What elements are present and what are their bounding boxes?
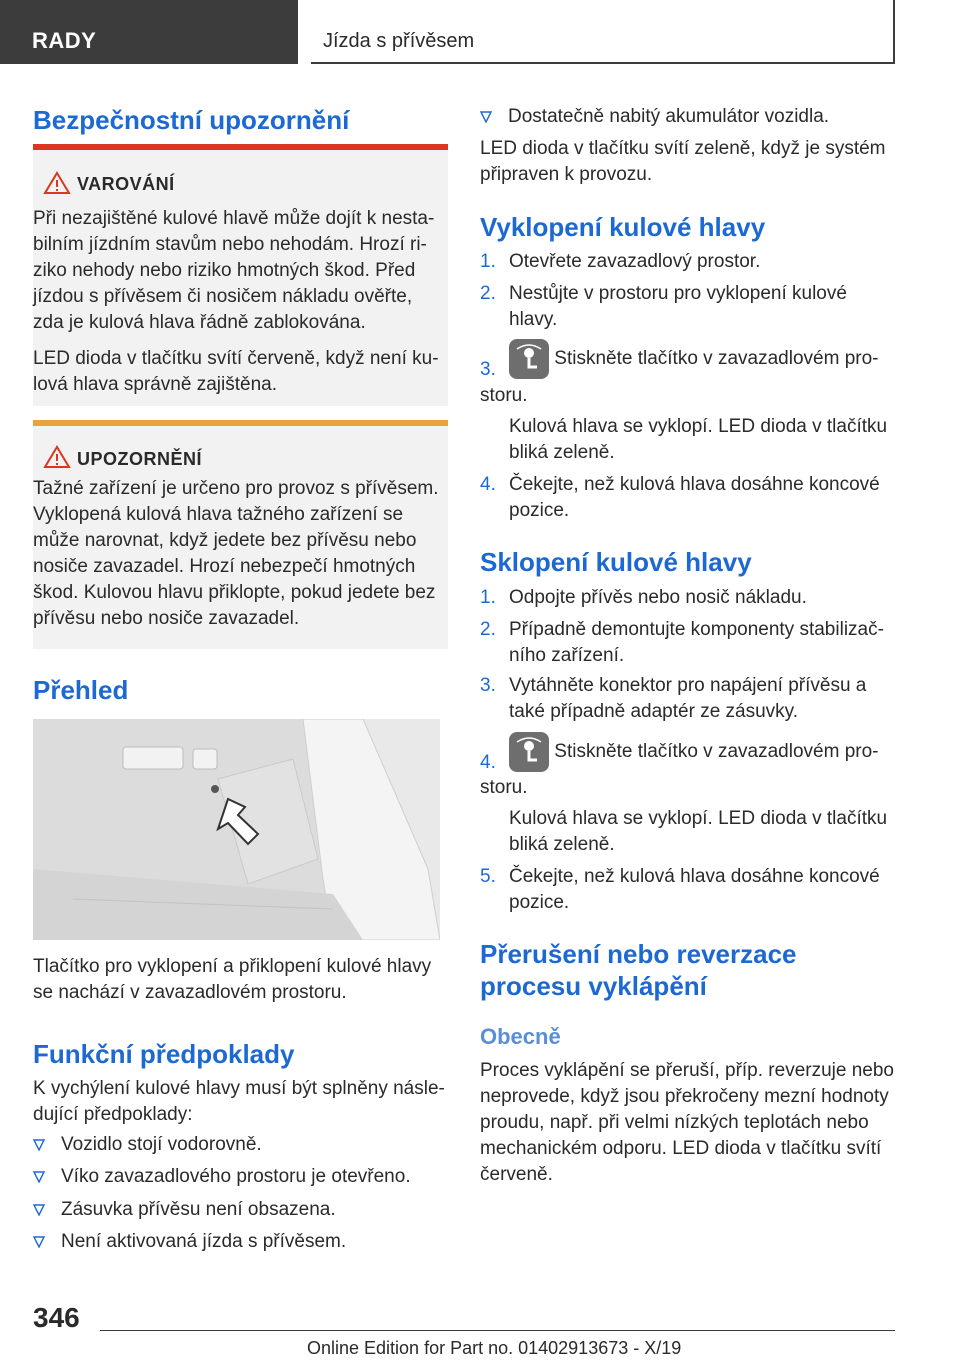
page-number: 346 [33,1302,80,1333]
heading-requirements: Funkční předpoklady [33,1039,295,1069]
heading-interrupt: Přerušení nebo reverzace procesu vyklápění [480,939,797,1001]
warning-text: Při nezajištěné kulové hlavě může dojít k nesta- bilním jízdním stavům nebo nehodám. Hrozí ri- ziko nehody nebo riziko hmotných škod. Před jízdou s přívěsem či nosičem nákladu ověřte, zda je kulová hlava řádně zablokována. LED dioda v tlačítku svítí červeně, když není ku- lová hlava správně zajištěna. [33,208,439,395]
caution-bar [33,420,448,426]
heading-swing-in: Sklopení kulové hlavy [480,547,752,577]
heading-swing-out: Vyklopení kulové hlavy [480,212,766,242]
caution-triangle-icon [43,445,71,469]
heading-general: Obecně [480,1024,561,1049]
warning-triangle-icon [43,171,71,195]
heading-safety: Bezpečnostní upozornění [33,105,350,135]
caution-title: UPOZORNĚNÍ [77,449,203,469]
header-chapter-label: Jízda s přívěsem [323,30,475,52]
warning-bar [33,144,448,150]
header-section-label: RADY [32,28,97,53]
triangle-bullet-icon [33,1236,45,1248]
requirements-intro: K vychýlení kulové hlavy musí být splněny násle- dující předpoklady: [33,1078,445,1125]
photo-caption: Tlačítko pro vyklopení a přiklopení kulové hlavy se nachází v zavazadlovém prostoru. [33,956,432,1003]
warning-title: VAROVÁNÍ [77,174,175,194]
warning-box [33,144,448,406]
led-note: LED dioda v tlačítku svítí zeleně, když je systém připraven k provozu. [480,138,886,185]
heading-overview: Přehled [33,675,129,705]
caution-box [33,420,448,649]
footer-divider [100,1330,895,1331]
triangle-bullet-icon [480,111,492,123]
triangle-bullet-icon [33,1204,45,1216]
footer-edition: Online Edition for Part no. 01402913673 - X/19 [307,1338,682,1358]
tow-hitch-button-icon [509,732,549,772]
tow-hitch-button-icon [509,339,549,379]
trunk-photo [33,719,440,940]
header-section-tab [0,0,298,64]
triangle-bullet-icon [33,1139,45,1151]
general-text: Proces vyklápění se přeruší, příp. reverzuje nebo neprovede, když jsou překročeny mezní hodnoty proudu, např. při velmi nízkých teplotách nebo mechanickém odporu. LED dioda v tlačítku svítí červeně. [480,1060,894,1185]
caution-text: Tažné zařízení je určeno pro provoz s přívěsem. Vyklopená kulová hlava tažného zařízení se může narovnat, když jedete bez přívěsu nebo nosiče zavazadel. Hrozí nebezpečí hmotných škod. Kulovou hlavu přiklopte, pokud jedete bez přívěsu nebo nosiče zavazadel. [33,478,439,629]
triangle-bullet-icon [33,1171,45,1183]
header-chapter-tab [311,0,895,64]
